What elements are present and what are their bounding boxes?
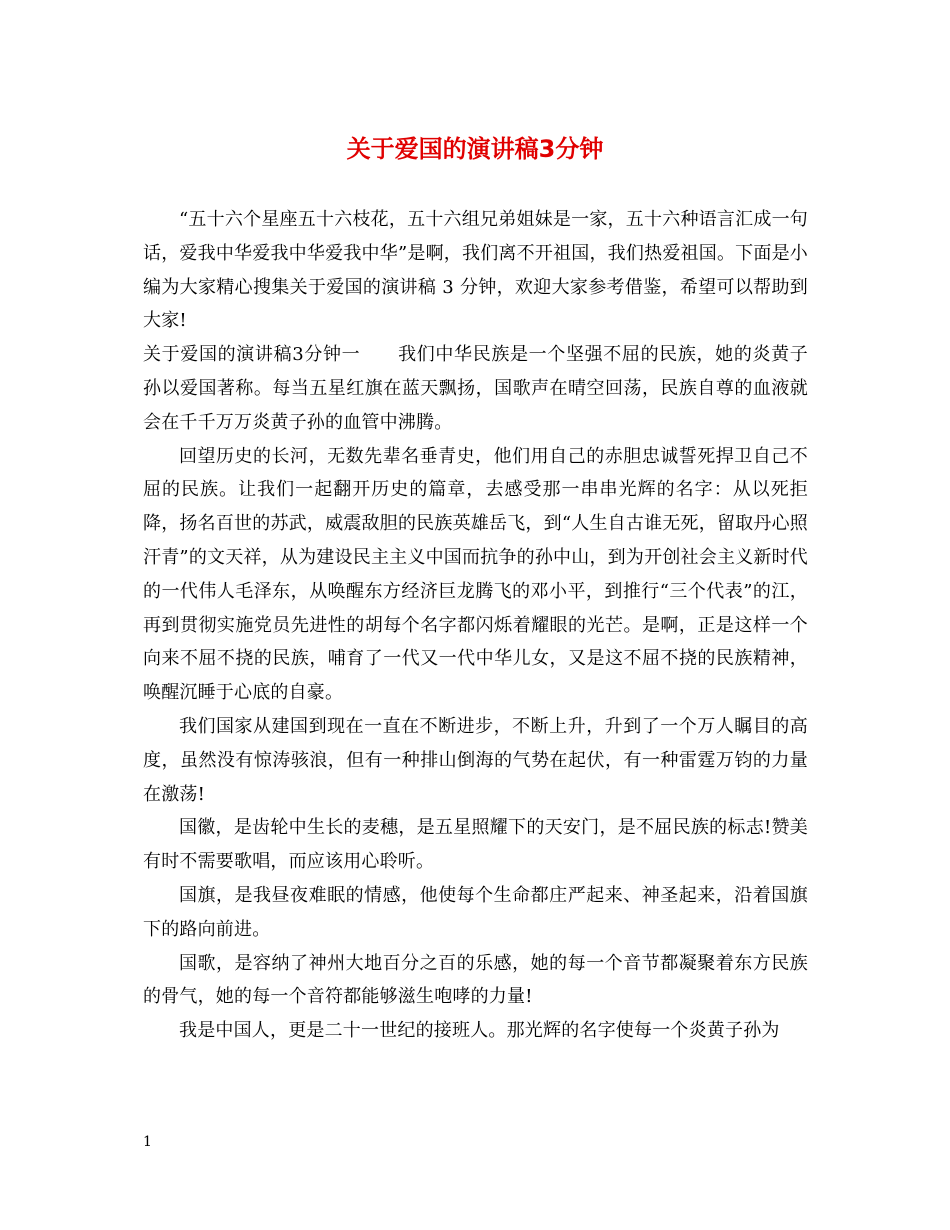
page-number: 1 [143,1134,152,1150]
national-flag-paragraph: 国旗，是我昼夜难眠的情感，他使每个生命都庄严起来、神圣起来，沿着国旗下的路向前进。 [143,884,808,940]
section-one-text: 我们中华民族是一个坚强不屈的民族，她的炎黄子孙以爱国著称。每当五星红旗在蓝天飘扬，国歌声在晴空回荡，民族自尊的血液就会在千千万万炎黄子孙的血管中沸腾。 [143,344,808,433]
section-heading: 关于爱国的演讲稿3分钟一 [143,344,361,366]
national-anthem-paragraph: 国歌，是容纳了神州大地百分之百的乐感，她的每一个音节都凝聚着东方民族的骨气，她的每一个音符都能够滋生咆哮的力量! [143,952,808,1008]
history-paragraph: 回望历史的长河，无数先辈名垂青史，他们用自己的赤胆忠诚誓死捍卫自己不屈的民族。让我们一起翻开历史的篇章，去感受那一串串光辉的名字：从以死拒降，扬名百世的苏武，威震敌胆的民族英雄岳飞，到“人生自古谁无死，留取丹心照汗青”的文天祥，从为建设民主主义中国而抗争的孙中山，到为开创社会主义新时代的一代伟人毛泽东，从唤醒东方经济巨龙腾飞的邓小平，到推行“三个代表”的江，再到贯彻实施党员先进性的胡每个名字都闪烁着耀眼的光芒。是啊，正是这样一个向来不屈不挠的民族，哺育了一代又一代中华儿女，又是这不屈不挠的民族精神，唤醒沉睡于心底的自豪。 [143,445,808,704]
document-title: 关于爱国的演讲稿3分钟 [346,135,604,163]
section-one-paragraph [143,338,808,439]
national-emblem-paragraph: 国徽，是齿轮中生长的麦穗，是五星照耀下的天安门，是不屈民族的标志!赞美有时不需要歌唱，而应该用心聆听。 [143,817,808,873]
closing-paragraph: 我是中国人，更是二十一世纪的接班人。那光辉的名字使每一个炎黄子孙为 [179,1020,780,1042]
document-body [143,203,808,1048]
progress-paragraph: 我们国家从建国到现在一直在不断进步，不断上升，升到了一个万人瞩目的高度，虽然没有惊涛骇浪，但有一种排山倒海的气势在起伏，有一种雷霆万钧的力量在激荡! [143,715,808,805]
intro-paragraph: “五十六个星座五十六枝花，五十六组兄弟姐妹是一家，五十六种语言汇成一句话，爱我中华爱我中华爱我中华”是啊，我们离不开祖国，我们热爱祖国。下面是小编为大家精心搜集关于爱国的演讲稿 3 分钟，欢迎大家参考借鉴，希望可以帮助到大家! [143,209,808,332]
